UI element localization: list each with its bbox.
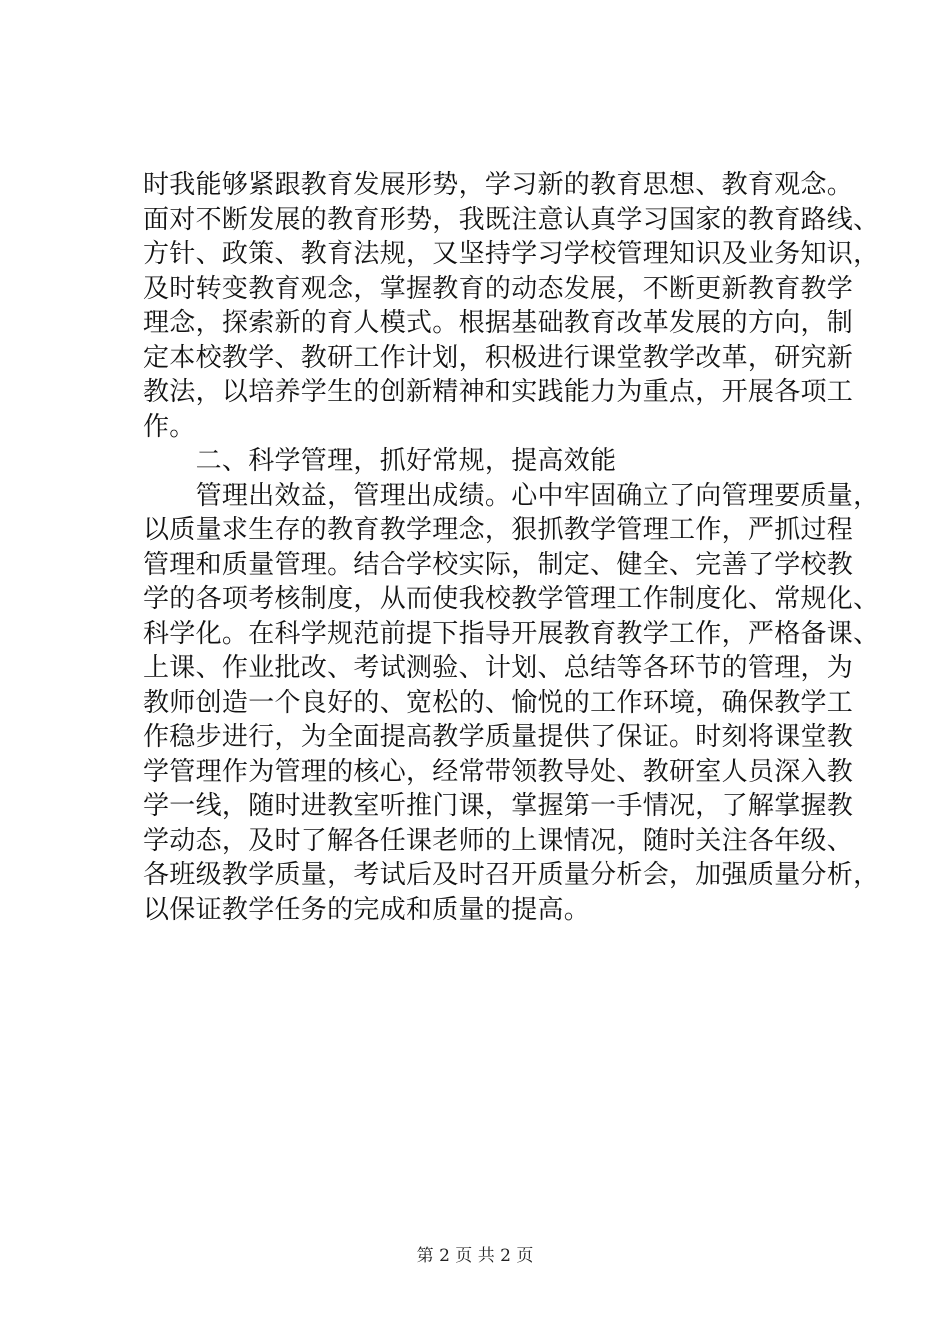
text-line: 教法，以培养学生的创新精神和实践能力为重点，开展各项工 xyxy=(143,377,854,407)
text-line: 管理和质量管理。结合学校实际，制定、健全、完善了学校教 xyxy=(143,549,854,580)
text-line: 理念，探索新的育人模式。根据基础教育改革发展的方向，制 xyxy=(143,308,854,338)
text-line: 上课、作业批改、考试测验、计划、总结等各环节的管理，为 xyxy=(143,653,854,683)
text-line: 以保证教学任务的完成和质量的提高。 xyxy=(143,894,591,925)
text-line: 以质量求生存的教育教学理念，狠抓教学管理工作，严抓过程 xyxy=(143,515,854,545)
text-line: 学的各项考核制度，从而使我校教学管理工作制度化、常规化、 xyxy=(143,584,880,614)
section-heading: 二、科学管理，抓好常规，提高效能 xyxy=(143,446,617,476)
text-line: 定本校教学、教研工作计划，积极进行课堂教学改革，研究新 xyxy=(143,342,854,373)
text-line: 各班级教学质量，考试后及时召开质量分析会，加强质量分析， xyxy=(143,860,880,890)
text-line: 时我能够紧跟教育发展形势，学习新的教育思想、教育观念。 xyxy=(143,170,854,200)
text-line: 管理出效益，管理出成绩。心中牢固确立了向管理要质量， xyxy=(143,480,880,511)
text-line: 教师创造一个良好的、宽松的、愉悦的工作环境，确保教学工 xyxy=(143,687,854,718)
document-body xyxy=(143,168,880,927)
text-line: 学管理作为管理的核心，经常带领教导处、教研室人员深入教 xyxy=(143,756,854,787)
text-line: 面对不断发展的教育形势，我既注意认真学习国家的教育路线、 xyxy=(143,204,880,235)
text-line: 作稳步进行，为全面提高教学质量提供了保证。时刻将课堂教 xyxy=(143,722,854,752)
page-number-footer: 第 2 页 共 2 页 xyxy=(416,1246,534,1266)
text-line: 学一线，随时进教室听推门课，掌握第一手情况，了解掌握教 xyxy=(143,791,854,821)
text-line: 科学化。在科学规范前提下指导开展教育教学工作，严格备课、 xyxy=(143,618,880,649)
text-line: 作。 xyxy=(143,411,196,442)
text-line: 学动态，及时了解各任课老师的上课情况，随时关注各年级、 xyxy=(143,825,854,856)
text-line: 及时转变教育观念，掌握教育的动态发展，不断更新教育教学 xyxy=(143,273,854,304)
text-line: 方针、政策、教育法规，又坚持学习学校管理知识及业务知识， xyxy=(143,239,880,269)
